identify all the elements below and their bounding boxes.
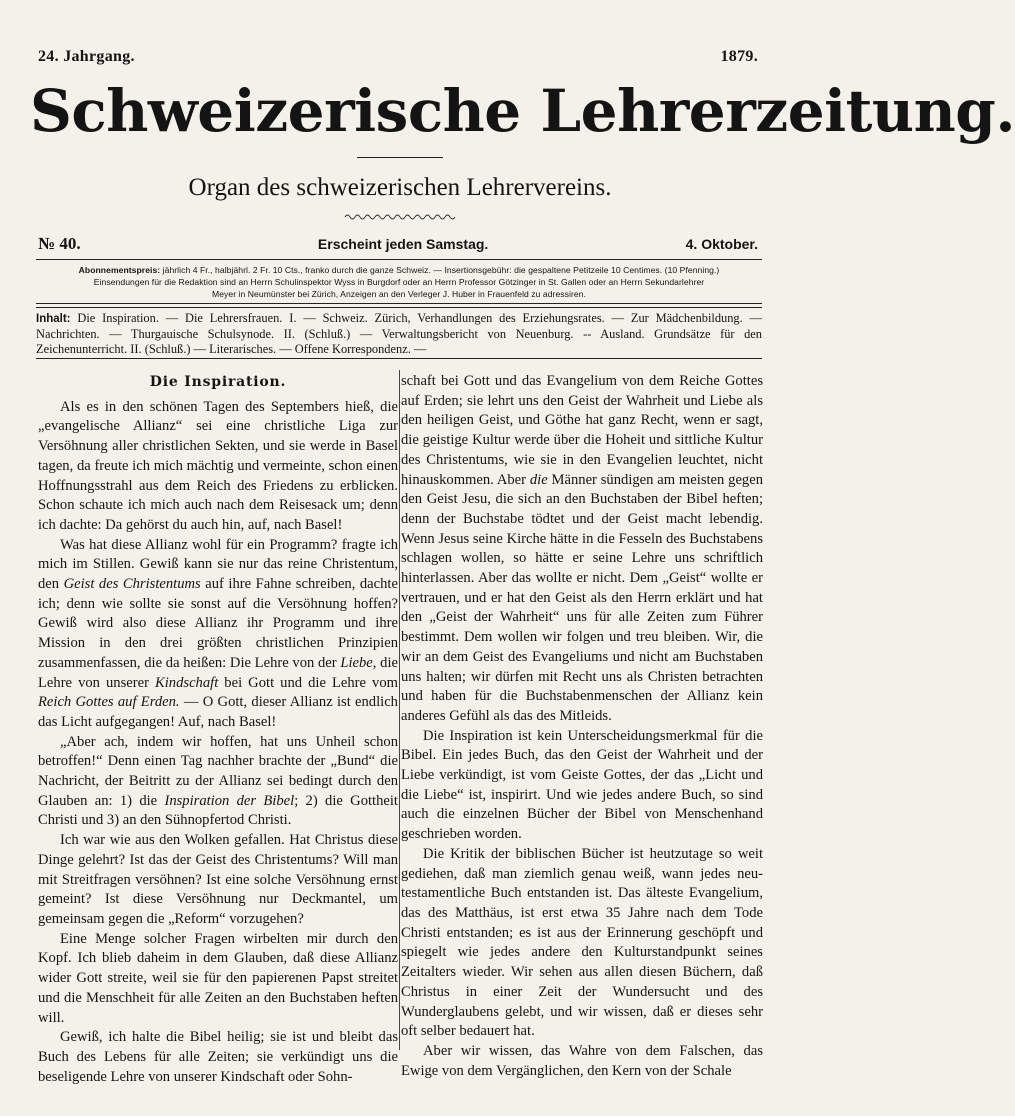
- paragraph: Die Kritik der biblischen Bücher ist heutzutage so weit gediehen, daß man ziemlich genau weiß, wann jedes neu-testamentliche Buch entstanden ist. Das älteste Evangelium, das des Matthäus, ist erst etwa 35 Jahre nach dem Tode Christi entstanden; es ist aus der Erinnerung geschöpft und spiegelt wie jedes andere den Kulturstandpunkt seines Zeitalters wieder. Wir sehen aus allen diesen Büchern, daß Christus in einer Zeit der Wundersucht und des Wunderglaubens gelebt, und wir wissen, daß er dieses sehr oft selber bedauert hat.: [401, 845, 763, 1040]
- paragraph: „Aber ach, indem wir hoffen, hat uns Unheil schon betroffen!“ Denn einen Tag nachher brachte der „Bund“ die Nachricht, der Beitritt zu der Allianz sei bedingt durch den Glauben an: 1) die Inspiration der Bibel; 2) die Gottheit Christi und 3) an den Sühnopfertod Christi.: [38, 733, 398, 829]
- year-label: 1879.: [720, 48, 758, 65]
- subscription-line-3: Meyer in Neumünster bei Zürich, Anzeigen an den Verleger J. Huber in Frauenfeld zu adressiren.: [212, 289, 586, 299]
- schedule-text: Erscheint jeden Samstag.: [317, 236, 489, 252]
- contents-text: Die Inspiration. — Die Lehrersfrauen. I. — Schweiz. Zürich, Verhandlungen des Erziehungsrates. — Zur Mädchenbildung. — Nachrichten. — Thurgauische Schulsynode. II. (Schluß.) — Verwaltungsbericht von Neuenburg. -- Ausland. Grundsätze für den Zeichenunterricht. II. (Schluß.) — Literarisches. — Offene Korrespondenz. —: [36, 311, 762, 356]
- rule-under-issue: [36, 259, 762, 260]
- issue-row: [38, 234, 758, 254]
- subscription-line-1: Abonnementspreis: jährlich 4 Fr., halbjährl. 2 Fr. 10 Cts., franko durch die ganze Schweiz. — Insertionsgebühr: die gespaltene Petitzeile 10 Centimes. (10 Pfenning.): [78, 265, 720, 275]
- paragraph: schaft bei Gott und das Evangelium von dem Reiche Gottes auf Erden; sie lehrt uns den Geist der Wahrheit und Liebe als den heiligen Geist, und Göthe hat ganz Recht, wenn er sagt, die geistige Kultur werde über die Hoheit und sittliche Kultur des Christentums, wie sie in den Evangelien leuchtet, nicht hinauskommen. Aber die Männer sündigen am meisten gegen den Geist Jesu, die sich an den Buchstaben der Bibel heften; denn der Buchstabe tödtet und der Geist macht lebendig. Wenn Jesus seine Kirche hätte in die Fesseln des Buchstabens schlagen wollen, so hätte er seine Lehre uns schriftlich hinterlassen. Aber das wollte er nicht. Dem „Geist“ wollte er vertrauen, und er hat den Geist als den Herrn erklärt und hat den „Geist der Wahrheit“ uns für alle Zeiten zum Führer bestimmt. Dem wollen wir folgen und treu bleiben. Wir, die wir an dem Geist des Evangeliums und nicht am Buchstaben uns halten; wir dürfen mit Recht uns als Christen betrachten und haben für die Buchstabenmenschen der Allianz kein anderes Gefühl als das des Mitleids.: [401, 373, 763, 724]
- paragraph: Was hat diese Allianz wohl für ein Programm? fragte ich mich im Stillen. Gewiß kann sie nur das reine Christentum, den Geist des Christentums auf ihre Fahne schreiben, dachte ich; denn wie sollte sie sonst auf die Versöhnung hoffen? Gewiß wird also diese Allianz ihr Programm und ihre Mission in den drei größten christlichen Prinzipien zusammenfassen, die da heißen: Die Lehre von der Liebe, die Lehre von unserer Kindschaft bei Gott und die Lehre vom Reich Gottes auf Erden. — O Gott, dieser Allianz ist endlich das Licht aufgegangen! Auf, nach Basel!: [38, 536, 399, 730]
- contents-label: Inhalt:: [36, 313, 71, 325]
- masthead-title: Schweizerische Lehrerzeitung.: [30, 77, 1015, 145]
- issue-number: № 40.: [38, 234, 81, 253]
- article-title: Die Inspiration.: [149, 374, 287, 390]
- column-divider: [399, 370, 400, 1050]
- paragraph: Gewiß, ich halte die Bibel heilig; sie ist und bleibt das Buch des Lebens für alle Zeiten; sie verkündigt uns die beseligende Lehre von unserer Kindschaft oder Sohn-: [38, 1029, 398, 1085]
- subtitle: Organ des schweizerischen Lehrervereins.: [188, 174, 612, 201]
- table-of-contents: [36, 311, 762, 357]
- paragraph: Ich war wie aus den Wolken gefallen. Hat Christus diese Dinge gelehrt? Ist das der Geist des Christentums? Will man mit Streitfragen versöhnen? Ist eine solche Versöhnung ernst gemeint? Ist diese Versöhnung nur Deckmantel, um gemeinsam gegen die „Reform“ vorzugehen?: [38, 832, 398, 927]
- subscription-info: [36, 264, 762, 300]
- paragraph: Die Inspiration ist kein Unterscheidungsmerkmal für die Bibel. Ein jedes Buch, das den Geist der Wahrheit und der Liebe verkündigt, ist vom Geiste Gottes, der das „Licht und die Liebe“ ist, inspirirt. Und wie jedes andere Buch, so sind auch die einzelnen Bücher der Bibel von Menschenhand geschrieben worden.: [401, 727, 763, 843]
- masthead-rule: [357, 157, 443, 158]
- issue-date: 4. Oktober.: [685, 236, 758, 252]
- wavy-ornament: [345, 213, 455, 221]
- paragraph: Als es in den schönen Tagen des Septembers hieß, die „evangelische Allianz“ sei eine christliche Liga zur Versöhnung aller christlichen Sekten, und sie werde in Basel tagen, da freute ich mich mächtig und vermeinte, schon einen Hoffnungsstrahl aus dem Reich des Friedens zu erblicken. Schon schaute ich mich auch nach dem Reisesack um; denn ich dachte: Da gehörst du auch hin, auf, nach Basel!: [38, 398, 398, 533]
- article-column-right: [401, 372, 763, 1081]
- subscription-line-2: Einsendungen für die Redaktion sind an Herrn Schulinspektor Wyss in Burgdorf oder an Herrn Professor Götzinger in St. Gallen oder an Herrn Sekundarlehrer: [93, 277, 705, 287]
- volume-label: 24. Jahrgang.: [38, 48, 135, 65]
- double-rule: [36, 303, 762, 308]
- header-topline: [38, 48, 758, 66]
- rule-under-contents: [36, 358, 762, 359]
- paragraph: Eine Menge solcher Fragen wirbelten mir durch den Kopf. Ich blieb daheim in dem Glauben, daß diese Allianz wider Gott streite, weil sie für den papierenen Papst streitet und die Menschheit für alle Zeiten an den Buchstaben heften will.: [38, 930, 398, 1026]
- paragraph: Aber wir wissen, das Wahre von dem Falschen, das Ewige von dem Vergänglichen, den Kern von der Schale: [401, 1042, 763, 1079]
- article-column-left: [38, 370, 398, 1087]
